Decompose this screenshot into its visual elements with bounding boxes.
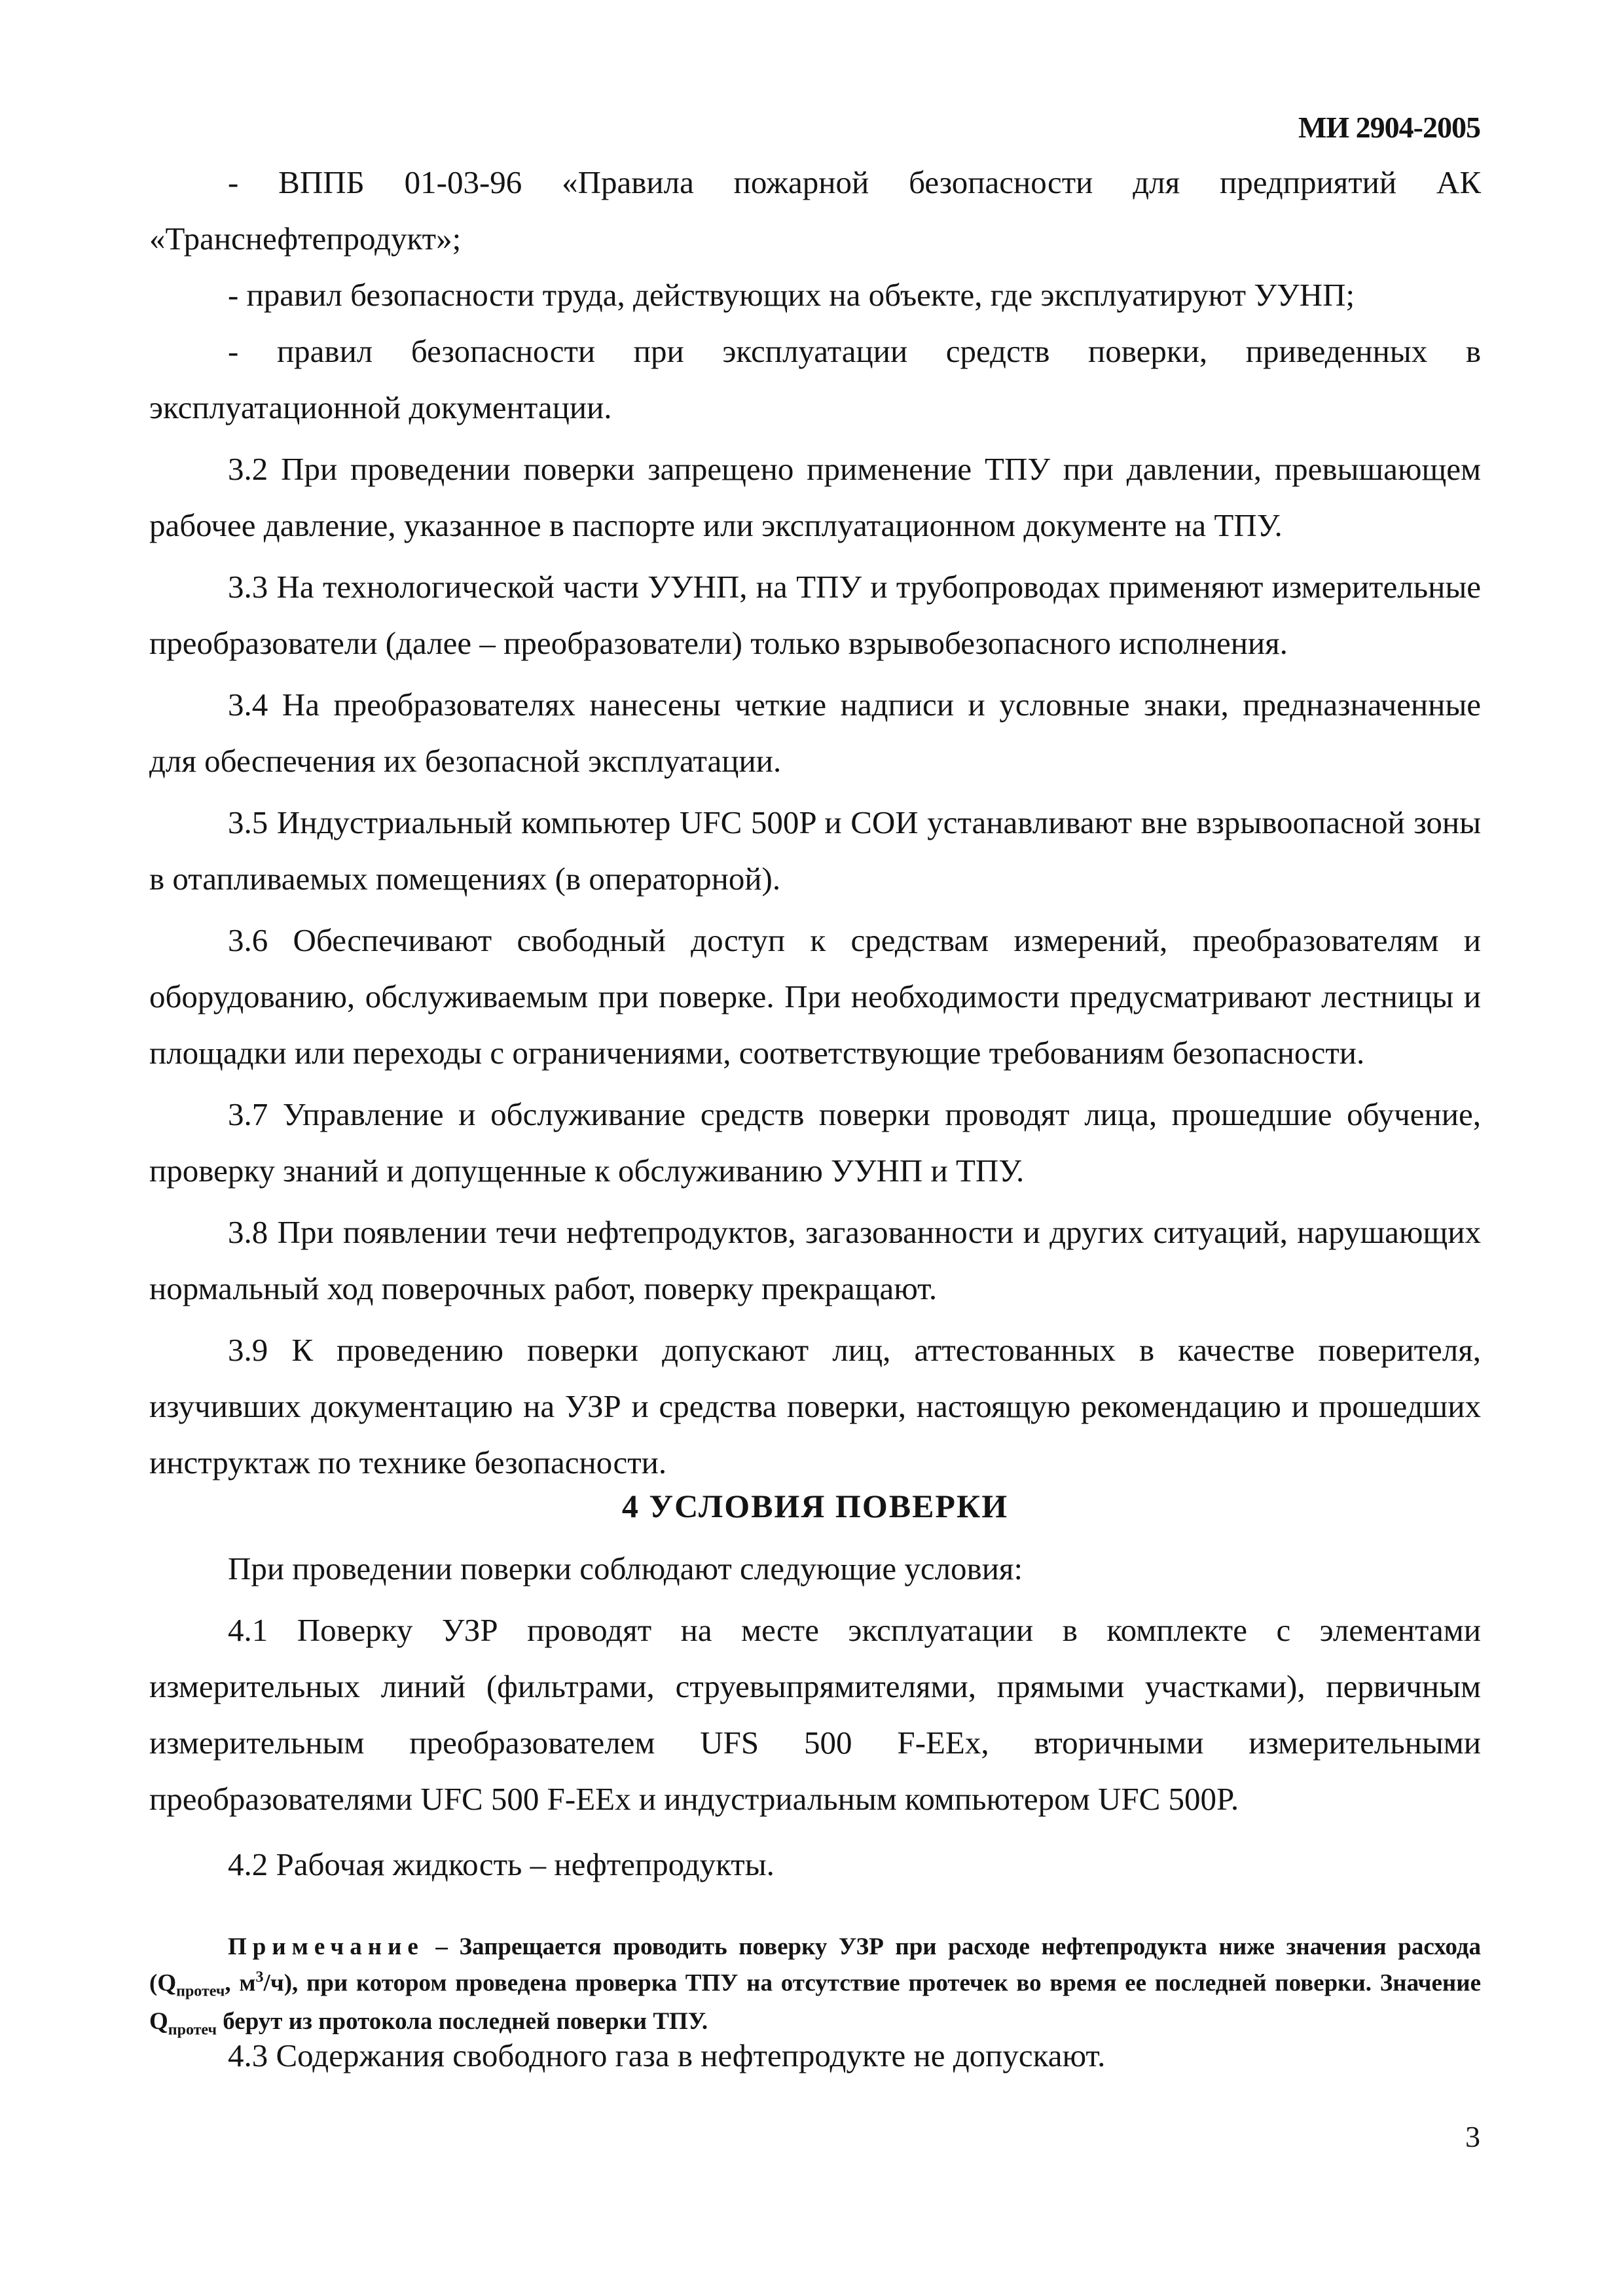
paragraph-3-2: 3.2 При проведении поверки запрещено применение ТПУ при давлении, превышающем рабочее давление, указанное в паспорте или эксплуатационном документе на ТПУ. [149, 451, 1481, 543]
section-4-body [149, 1541, 1481, 1893]
paragraph-labor-safety-rules: - правил безопасности труда, действующих на объекте, где эксплуатируют УУНП; [228, 277, 1355, 313]
note-subscript-2: протеч [168, 2021, 217, 2039]
paragraph-4-3: 4.3 Содержания свободного газа в нефтепродукте не допускают. [228, 2037, 1106, 2073]
note-text-4: берут из протокола последней поверки ТПУ. [217, 2007, 708, 2035]
note-text-2: , м [225, 1969, 256, 1997]
note-label: Примечание [228, 1933, 424, 1960]
note-text-1: Запрещается проводить поверку УЗР при расходе нефтепродукта ниже значения расхода (Q [149, 1933, 1482, 1997]
safety-requirements-block [149, 154, 1481, 1491]
note-text-3: /ч), при котором проведена проверка ТПУ на отсутствие протечек во время ее последней поверки. Значение Q [149, 1969, 1481, 2035]
note-superscript: 3 [255, 1969, 264, 1986]
paragraph-4-2: 4.2 Рабочая жидкость – нефтепродукты. [228, 1846, 775, 1882]
paragraph-verification-safety-rules: - правил безопасности при эксплуатации средств поверки, приведенных в эксплуатационной документации. [149, 333, 1481, 425]
paragraph-conditions-intro: При проведении поверки соблюдают следующие условия: [228, 1551, 1023, 1587]
paragraph-3-7: 3.7 Управление и обслуживание средств поверки проводят лица, прошедшие обучение, проверку знаний и допущенные к обслуживанию УУНП и ТПУ. [149, 1096, 1481, 1189]
page-number: 3 [1465, 2120, 1480, 2153]
document-number-header: МИ 2904-2005 [1298, 111, 1480, 144]
paragraph-3-8: 3.8 При появлении течи нефтепродуктов, загазованности и других ситуаций, нарушающих нормальный ход поверочных работ, поверку прекращают. [149, 1214, 1481, 1306]
note-dash: – [424, 1933, 460, 1960]
note-subscript-1: протеч [176, 1982, 225, 2000]
paragraph-3-5: 3.5 Индустриальный компьютер UFC 500P и СОИ устанавливают вне взрывоопасной зоны в отапливаемых помещениях (в операторной). [149, 804, 1481, 897]
paragraph-3-3: 3.3 На технологической части УУНП, на ТПУ и трубопроводах применяют измерительные преобразователи (далее – преобразователи) только взрывобезопасного исполнения. [149, 569, 1481, 661]
section-4-title: 4 УСЛОВИЯ ПОВЕРКИ [621, 1488, 1009, 1524]
paragraph-fire-safety-rules: - ВППБ 01-03-96 «Правила пожарной безопасности для предприятий АК «Транснефтепродукт»; [149, 164, 1481, 257]
paragraph-3-9: 3.9 К проведению поверки допускают лиц, аттестованных в качестве поверителя, изучивших документацию на УЗР и средства поверки, настоящую рекомендацию и прошедших инструктаж по технике безопасности. [149, 1332, 1481, 1480]
paragraph-3-4: 3.4 На преобразователях нанесены четкие надписи и условные знаки, предназначенные для обеспечения их безопасной эксплуатации. [149, 687, 1481, 779]
paragraph-3-6: 3.6 Обеспечивают свободный доступ к средствам измерений, преобразователям и оборудованию, обслуживаемым при поверке. При необходимости предусматривают лестницы и площадки или переходы с ограничениями, соответствующие требованиям безопасности. [149, 922, 1481, 1071]
paragraph-4-1: 4.1 Поверку УЗР проводят на месте эксплуатации в комплекте с элементами измерительных линий (фильтрами, струевыпрямителями, прямыми участками), первичным измерительным преобразователем UFS 500 F-EEx, вторичными измерительными преобразователями UFC 500 F-EEx и индустриальным компьютером UFC 500P. [149, 1612, 1481, 1817]
